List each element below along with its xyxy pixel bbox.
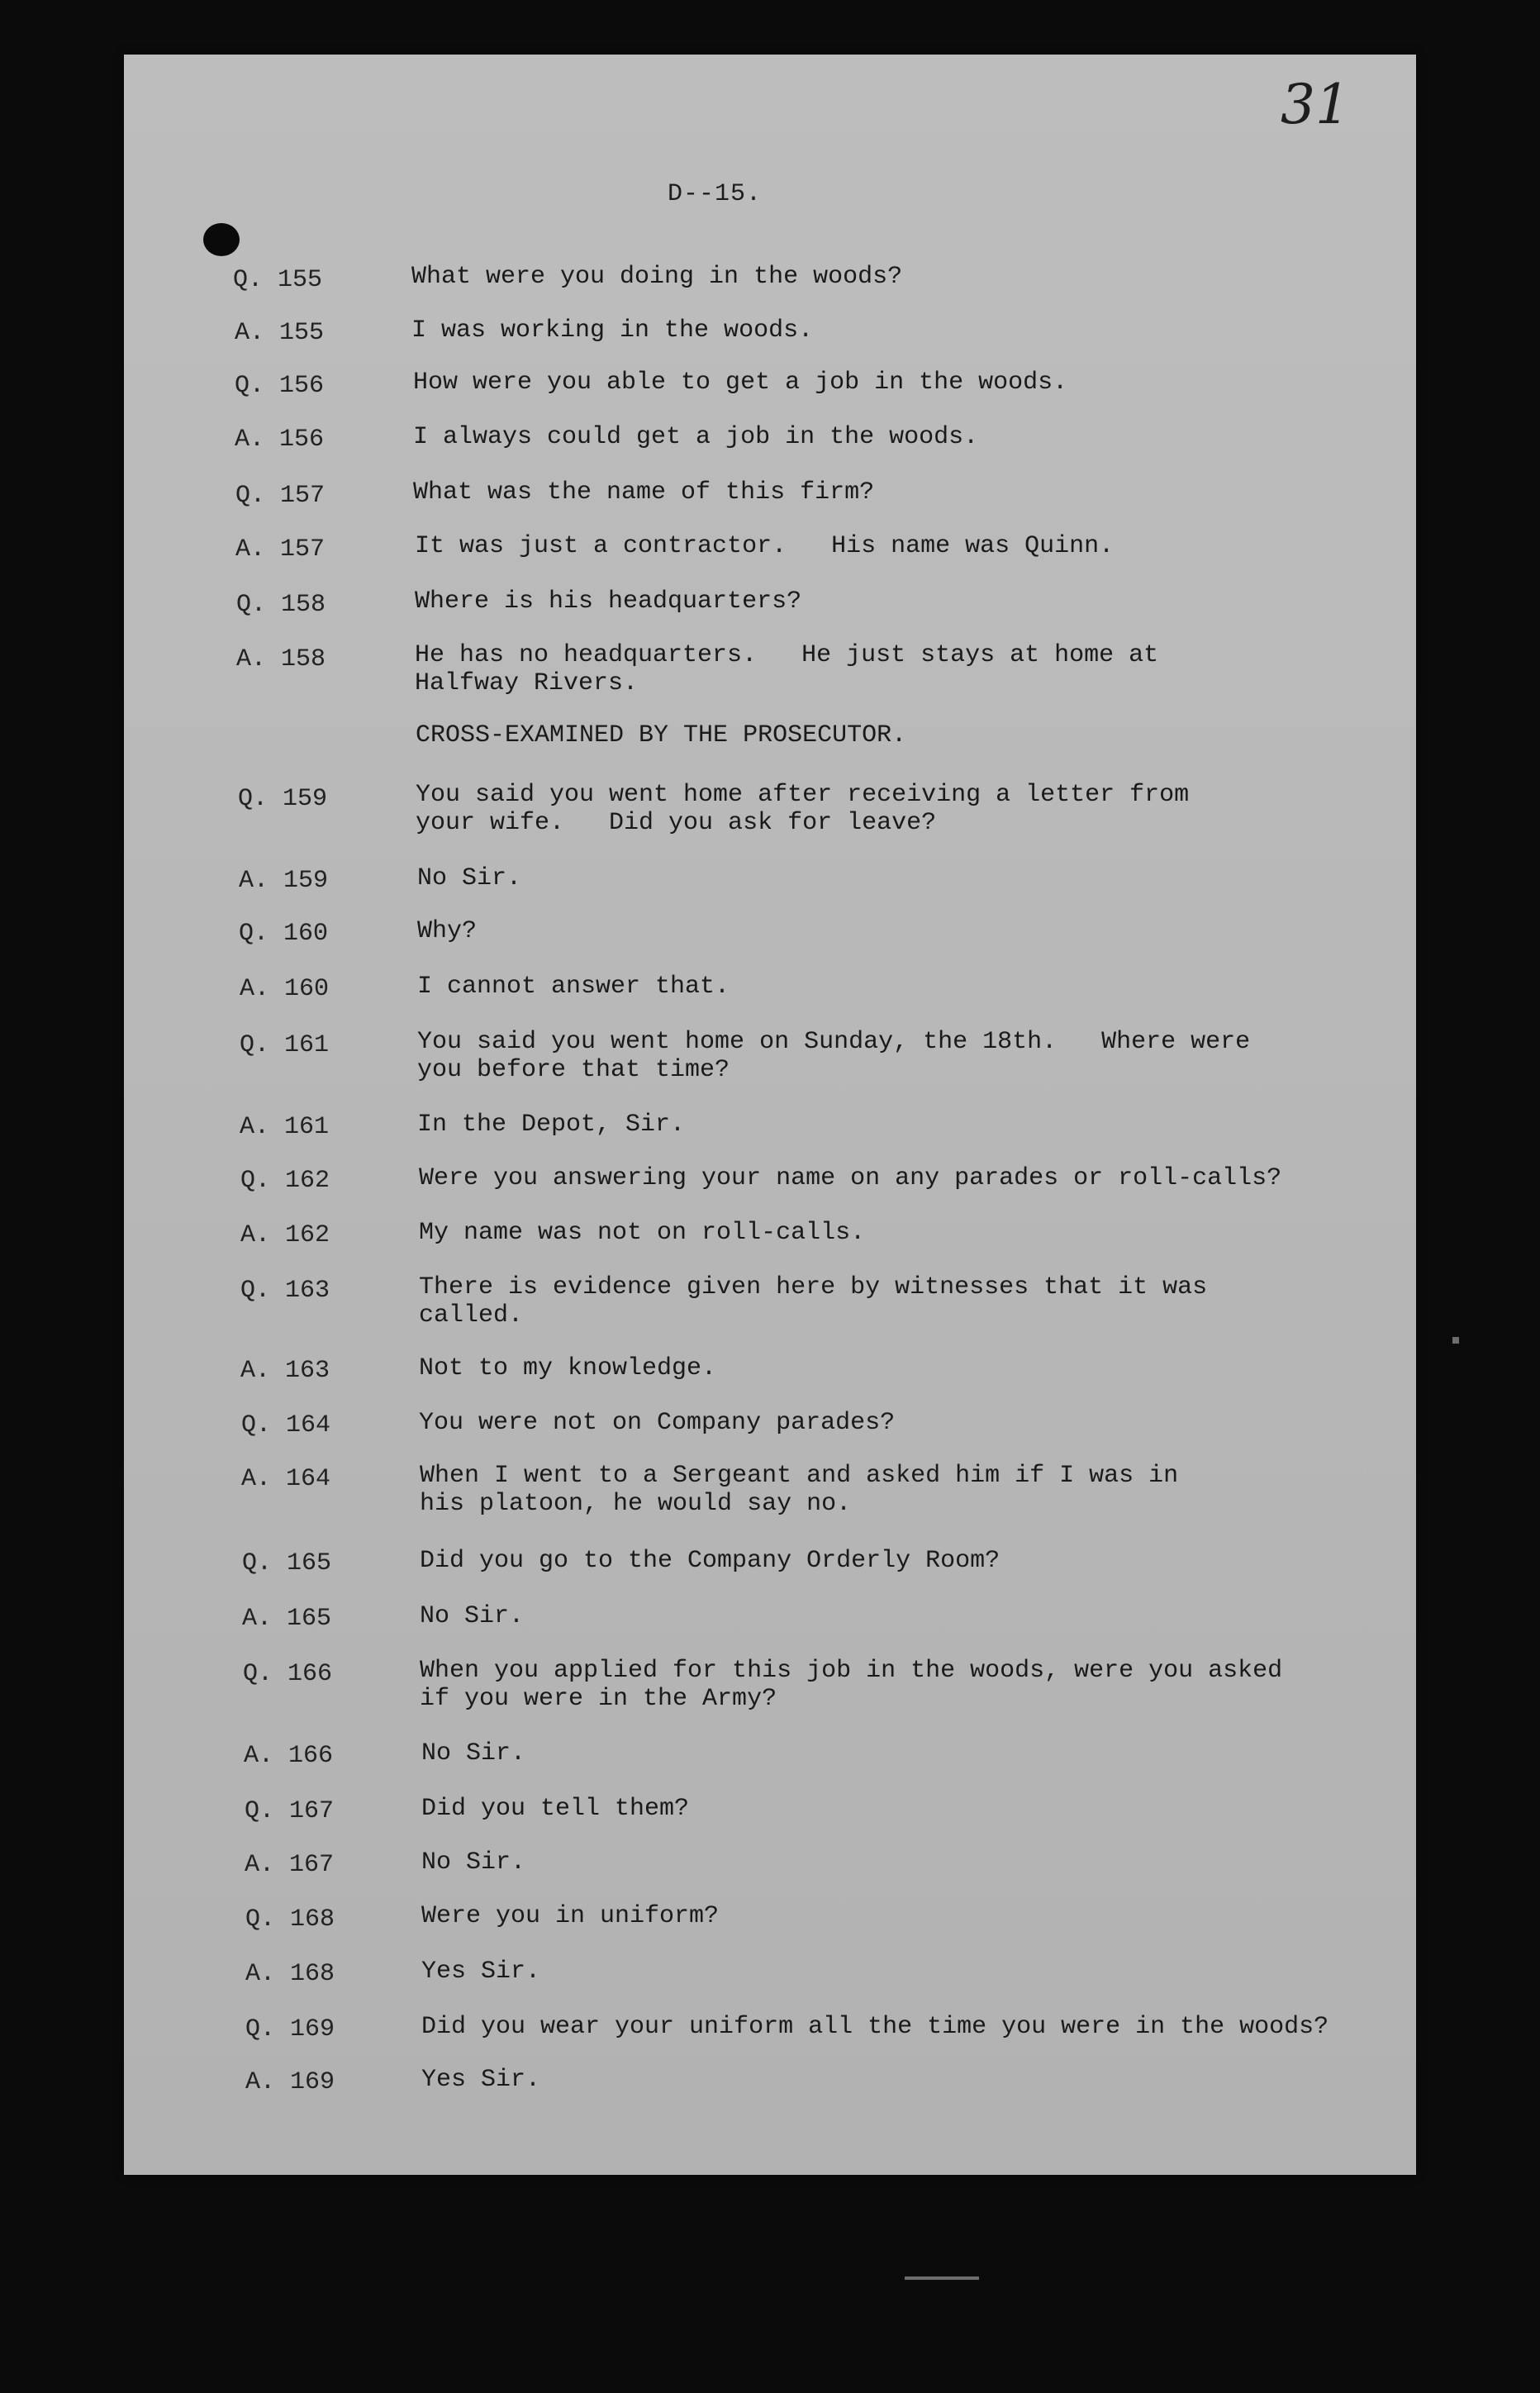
entry-number: A. 166 (244, 1742, 334, 1770)
entry-number: A. 157 (235, 535, 326, 564)
entry-text: What were you doing in the woods? (411, 263, 903, 291)
entry-number: A. 158 (236, 645, 326, 673)
entry-text: Yes Sir. (421, 2066, 541, 2094)
entry-text: You were not on Company parades? (419, 1409, 896, 1437)
entry-text: I cannot answer that. (417, 973, 730, 1001)
entry-number: A. 161 (240, 1113, 330, 1141)
entry-number: Q. 165 (242, 1549, 332, 1577)
entry-text: Were you answering your name on any parades or roll-calls? (419, 1164, 1282, 1192)
punch-hole (203, 223, 240, 256)
entry-number: Q. 159 (238, 785, 328, 813)
entry-text: When I went to a Sergeant and asked him if I was in his platoon, he would say no. (420, 1462, 1179, 1518)
entry-number: A. 159 (239, 867, 329, 895)
section-heading: CROSS-EXAMINED BY THE PROSECUTOR. (416, 721, 907, 749)
entry-text: My name was not on roll-calls. (419, 1219, 866, 1247)
entry-number: Q. 167 (245, 1797, 335, 1825)
entry-number: Q. 155 (233, 266, 323, 294)
entry-text: How were you able to get a job in the woods. (413, 369, 1068, 397)
entry-number: Q. 169 (245, 2015, 335, 2043)
entry-text: When you applied for this job in the woods, were you asked if you were in the Army? (420, 1657, 1283, 1713)
entry-text: Yes Sir. (421, 1958, 541, 1986)
entry-text: Did you go to the Company Orderly Room? (420, 1547, 1001, 1575)
entry-text: I was working in the woods. (411, 316, 814, 345)
entry-number: A. 169 (245, 2068, 335, 2096)
entry-number: Q. 158 (236, 591, 326, 619)
folio-number: 31 (1281, 73, 1350, 136)
entry-number: A. 164 (241, 1465, 331, 1493)
entry-text: No Sir. (420, 1602, 525, 1630)
entry-text: It was just a contractor. His name was Quinn. (415, 532, 1115, 560)
entry-number: A. 167 (245, 1851, 335, 1879)
entry-text: What was the name of this firm? (413, 478, 875, 507)
entry-text: Did you tell them? (421, 1795, 690, 1823)
entry-text: There is evidence given here by witnesses that it was called. (419, 1273, 1208, 1330)
entry-text: Did you wear your uniform all the time you were in the woods? (421, 2013, 1329, 2041)
page-code: D--15. (668, 180, 763, 208)
entry-text: I always could get a job in the woods. (413, 423, 979, 451)
entry-text: He has no headquarters. He just stays at home at Halfway Rivers. (415, 641, 1159, 697)
entry-text: No Sir. (421, 1848, 526, 1877)
entry-number: A. 165 (242, 1605, 332, 1633)
entry-number: A. 155 (235, 319, 325, 347)
entry-number: A. 163 (240, 1357, 330, 1385)
entry-text: No Sir. (417, 864, 522, 892)
entry-number: Q. 164 (241, 1411, 331, 1439)
entry-number: A. 156 (235, 426, 325, 454)
entry-number: Q. 161 (240, 1031, 330, 1059)
entry-text: In the Depot, Sir. (417, 1111, 686, 1139)
scan-speck (1452, 1337, 1459, 1344)
entry-text: You said you went home on Sunday, the 18th. Where were you before that time? (417, 1028, 1251, 1084)
entry-text: Why? (417, 917, 478, 945)
entry-text: Where is his headquarters? (415, 588, 802, 616)
entry-text: No Sir. (421, 1739, 526, 1767)
entry-number: Q. 157 (235, 482, 326, 510)
entry-text: You said you went home after receiving a letter from your wife. Did you ask for leave? (416, 781, 1190, 837)
entry-number: Q. 166 (243, 1660, 333, 1688)
entry-text: Not to my knowledge. (419, 1354, 717, 1382)
entry-number: A. 160 (240, 975, 330, 1003)
entry-number: Q. 156 (235, 372, 325, 400)
entry-text: Were you in uniform? (421, 1902, 720, 1930)
entry-number: Q. 162 (240, 1167, 330, 1195)
entry-number: A. 162 (240, 1221, 330, 1249)
entry-number: A. 168 (245, 1960, 335, 1988)
entry-number: Q. 160 (239, 920, 329, 948)
scan-speck (905, 2276, 979, 2280)
entry-number: Q. 163 (240, 1277, 330, 1305)
entry-number: Q. 168 (245, 1905, 335, 1934)
